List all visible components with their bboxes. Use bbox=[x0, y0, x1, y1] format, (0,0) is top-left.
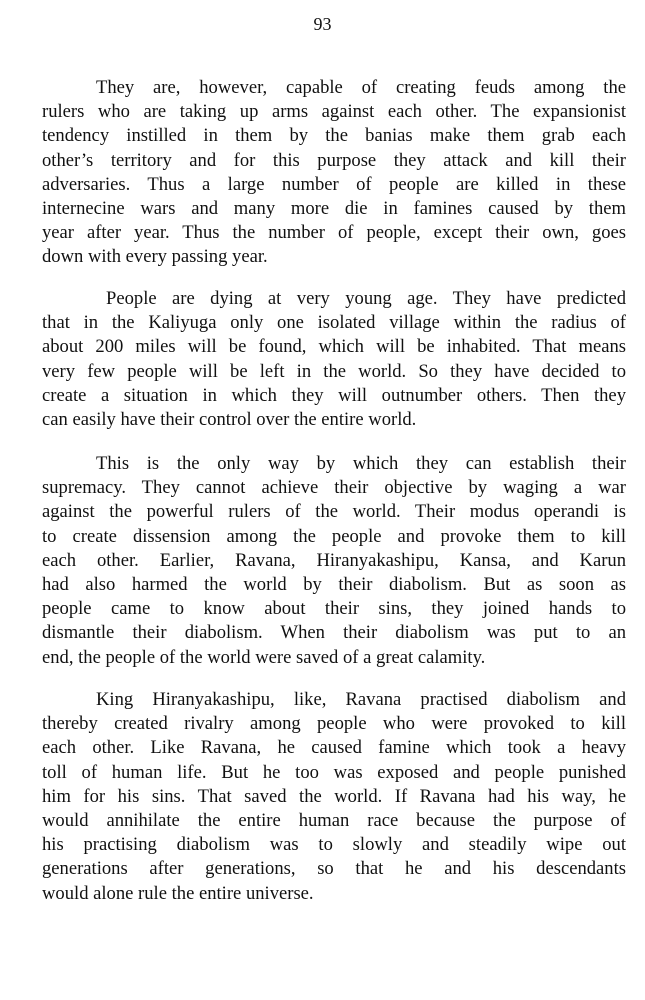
text-line: each other. Like Ravana, he caused famine which took a heavy bbox=[42, 737, 626, 759]
text-line: that in the Kaliyuga only one isolated village within the radius of bbox=[42, 312, 626, 334]
text-line: end, the people of the world were saved of a great calamity. bbox=[42, 646, 486, 668]
text-line: can easily have their control over the entire world. bbox=[42, 409, 417, 431]
text-line: rulers who are taking up arms against each other. The expansionist bbox=[42, 101, 626, 123]
text-line: against the powerful rulers of the world. Their modus operandi is bbox=[42, 501, 626, 523]
text-line: his practising diabolism was to slowly and steadily wipe out bbox=[42, 834, 626, 856]
paragraph-2 bbox=[42, 287, 626, 432]
text-line: supremacy. They cannot achieve their objective by waging a war bbox=[42, 477, 626, 499]
text-line: had also harmed the world by their diabolism. But as soon as bbox=[42, 574, 626, 596]
text-line: adversaries. Thus a large number of people are killed in these bbox=[42, 173, 626, 195]
text-line: to create dissension among the people and provoke them to kill bbox=[42, 525, 626, 547]
text-line: would alone rule the entire universe. bbox=[42, 882, 314, 904]
text-line: other’s territory and for this purpose they attack and kill their bbox=[42, 149, 626, 171]
text-line: They are, however, capable of creating feuds among the bbox=[96, 77, 626, 98]
text-line: King Hiranyakashipu, like, Ravana practised diabolism and bbox=[96, 689, 626, 710]
text-line: very few people will be left in the world. So they have decided to bbox=[42, 360, 626, 382]
text-line: internecine wars and many more die in famines caused by them bbox=[42, 198, 626, 220]
text-line: down with every passing year. bbox=[42, 246, 268, 268]
text-line: people came to know about their sins, they joined hands to bbox=[42, 598, 626, 620]
text-line: People are dying at very young age. They have predicted bbox=[106, 288, 626, 309]
text-line: about 200 miles will be found, which will be inhabited. That means bbox=[42, 336, 626, 358]
text-line: This is the only way by which they can establish their bbox=[96, 453, 626, 474]
paragraph-1 bbox=[42, 76, 626, 270]
paragraph-4 bbox=[42, 688, 626, 906]
text-line: generations after generations, so that he and his descendants bbox=[42, 858, 626, 880]
text-line: create a situation in which they will outnumber others. Then they bbox=[42, 384, 626, 406]
text-line: would annihilate the entire human race because the purpose of bbox=[42, 810, 626, 832]
page-number: 93 bbox=[313, 14, 332, 34]
paragraph-3 bbox=[42, 452, 626, 670]
text-line: dismantle their diabolism. When their diabolism was put to an bbox=[42, 622, 626, 644]
text-line: him for his sins. That saved the world. If Ravana had his way, he bbox=[42, 785, 626, 807]
text-line: thereby created rivalry among people who were provoked to kill bbox=[42, 713, 626, 735]
text-line: each other. Earlier, Ravana, Hiranyakashipu, Kansa, and Karun bbox=[42, 549, 626, 571]
text-line: toll of human life. But he too was exposed and people punished bbox=[42, 761, 626, 783]
text-line: tendency instilled in them by the banias make them grab each bbox=[42, 125, 626, 147]
text-line: year after year. Thus the number of people, except their own, goes bbox=[42, 222, 626, 244]
